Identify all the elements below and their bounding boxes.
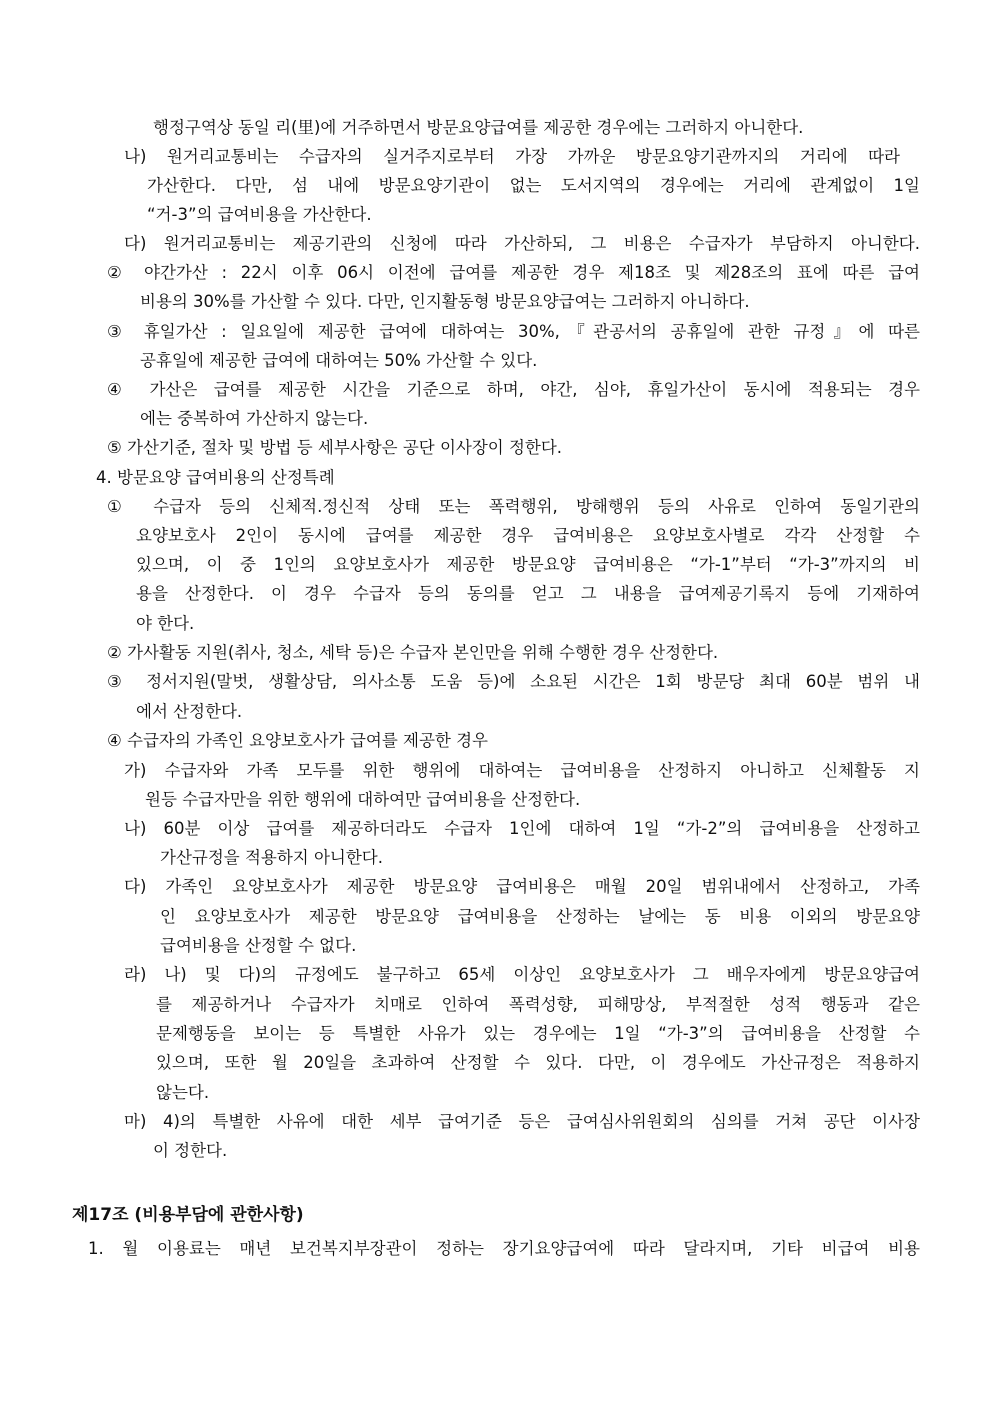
text-line: 요양보호사 2인이 동시에 급여를 제공한 경우 급여비용은 요양보호사별로 각각 산정할 수 — [136, 526, 920, 545]
text-line: 마) 4)의 특별한 사유에 대한 세부 급여기준 등은 급여심사위원회의 심의를 거쳐 공단 이사장 — [124, 1112, 920, 1131]
text-line: 비용의 30%를 가산할 수 있다. 다만, 인지활동형 방문요양급여는 그러하지 아니하다. — [140, 292, 750, 311]
text-line: 문제행동을 보이는 등 특별한 사유가 있는 경우에는 1일 “가-3”의 급여비용을 산정할 수 — [156, 1024, 920, 1043]
text-line: 원등 수급자만을 위한 행위에 대하여만 급여비용을 산정한다. — [145, 790, 581, 809]
text-line: 용을 산정한다. 이 경우 수급자 등의 동의를 얻고 그 내용을 급여제공기록지 등에 기재하여 — [136, 584, 920, 603]
text-line: 라) 나) 및 다)의 규정에도 불구하고 65세 이상인 요양보호사가 그 배우자에게 방문요양급여 — [124, 965, 920, 984]
text-line: 가산규정을 적용하지 아니한다. — [160, 848, 383, 867]
text-line: 있으며, 또한 월 20일을 초과하여 산정할 수 있다. 다만, 이 경우에도 가산규정은 적용하지 — [156, 1053, 920, 1072]
article-heading: 제17조 (비용부담에 관한사항) — [72, 1205, 304, 1225]
section-heading: 4. 방문요양 급여비용의 산정특례 — [96, 468, 335, 487]
text-line: 이 정한다. — [153, 1141, 228, 1160]
text-line: ③ 휴일가산 : 일요일에 제공한 급여에 대하여는 30%,『관공서의 공휴일에 관한 규정』에 따른 — [107, 322, 920, 341]
text-line: 행정구역상 동일 리(里)에 거주하면서 방문요양급여를 제공한 경우에는 그러하지 아니한다. — [153, 118, 804, 137]
text-line: 나) 원거리교통비는 수급자의 실거주지로부터 가장 가까운 방문요양기관까지의 거리에 따라 — [124, 147, 900, 166]
text-line: 야 한다. — [136, 614, 195, 633]
text-line: ⑤ 가산기준, 절차 및 방법 등 세부사항은 공단 이사장이 정한다. — [107, 438, 563, 457]
text-line: ④ 가산은 급여를 제공한 시간을 기준으로 하며, 야간, 심야, 휴일가산이 동시에 적용되는 경우 — [107, 380, 920, 399]
text-line: 다) 가족인 요양보호사가 제공한 방문요양 급여비용은 매월 20일 범위내에서 산정하고, 가족 — [124, 877, 920, 896]
text-line: 공휴일에 제공한 급여에 대하여는 50% 가산할 수 있다. — [140, 351, 538, 370]
text-line: ④ 수급자의 가족인 요양보호사가 급여를 제공한 경우 — [107, 731, 488, 750]
text-line: 않는다. — [156, 1083, 210, 1102]
text-line: ③ 정서지원(말벗, 생활상담, 의사소통 도움 등)에 소요된 시간은 1회 방문당 최대 60분 범위 내 — [107, 672, 920, 691]
text-line: “거-3”의 급여비용을 가산한다. — [147, 205, 372, 224]
text-line: 가산한다. 다만, 섬 내에 방문요양기관이 없는 도서지역의 경우에는 거리에 관계없이 1일 — [147, 176, 920, 195]
text-line: 가) 수급자와 가족 모두를 위한 행위에 대하여는 급여비용을 산정하지 아니하고 신체활동 지 — [124, 761, 920, 780]
text-line: ② 가사활동 지원(취사, 청소, 세탁 등)은 수급자 본인만을 위해 수행한 경우 산정한다. — [107, 643, 719, 662]
text-line: 를 제공하거나 수급자가 치매로 인하여 폭력성향, 피해망상, 부적절한 성적 행동과 같은 — [156, 995, 920, 1014]
text-line: 있으며, 이 중 1인의 요양보호사가 제공한 방문요양 급여비용은 “가-1”부터 “가-3”까지의 비 — [136, 555, 920, 574]
text-line: 급여비용을 산정할 수 없다. — [160, 936, 357, 955]
text-line: ② 야간가산 : 22시 이후 06시 이전에 급여를 제공한 경우 제18조 및 제28조의 표에 따른 급여 — [107, 263, 920, 282]
text-line: 1. 월 이용료는 매년 보건복지부장관이 정하는 장기요양급여에 따라 달라지며, 기타 비급여 비용 — [88, 1239, 920, 1258]
text-line: 에는 중복하여 가산하지 않는다. — [140, 409, 369, 428]
text-line: ① 수급자 등의 신체적.정신적 상태 또는 폭력행위, 방해행위 등의 사유로 인하여 동일기관의 — [107, 497, 920, 516]
text-line: 나) 60분 이상 급여를 제공하더라도 수급자 1인에 대하여 1일 “가-2”의 급여비용을 산정하고 — [124, 819, 920, 838]
text-line: 에서 산정한다. — [136, 702, 243, 721]
text-line: 다) 원거리교통비는 제공기관의 신청에 따라 가산하되, 그 비용은 수급자가 부담하지 아니한다. — [124, 234, 920, 253]
text-line: 인 요양보호사가 제공한 방문요양 급여비용을 산정하는 날에는 동 비용 이외의 방문요양 — [160, 907, 920, 926]
